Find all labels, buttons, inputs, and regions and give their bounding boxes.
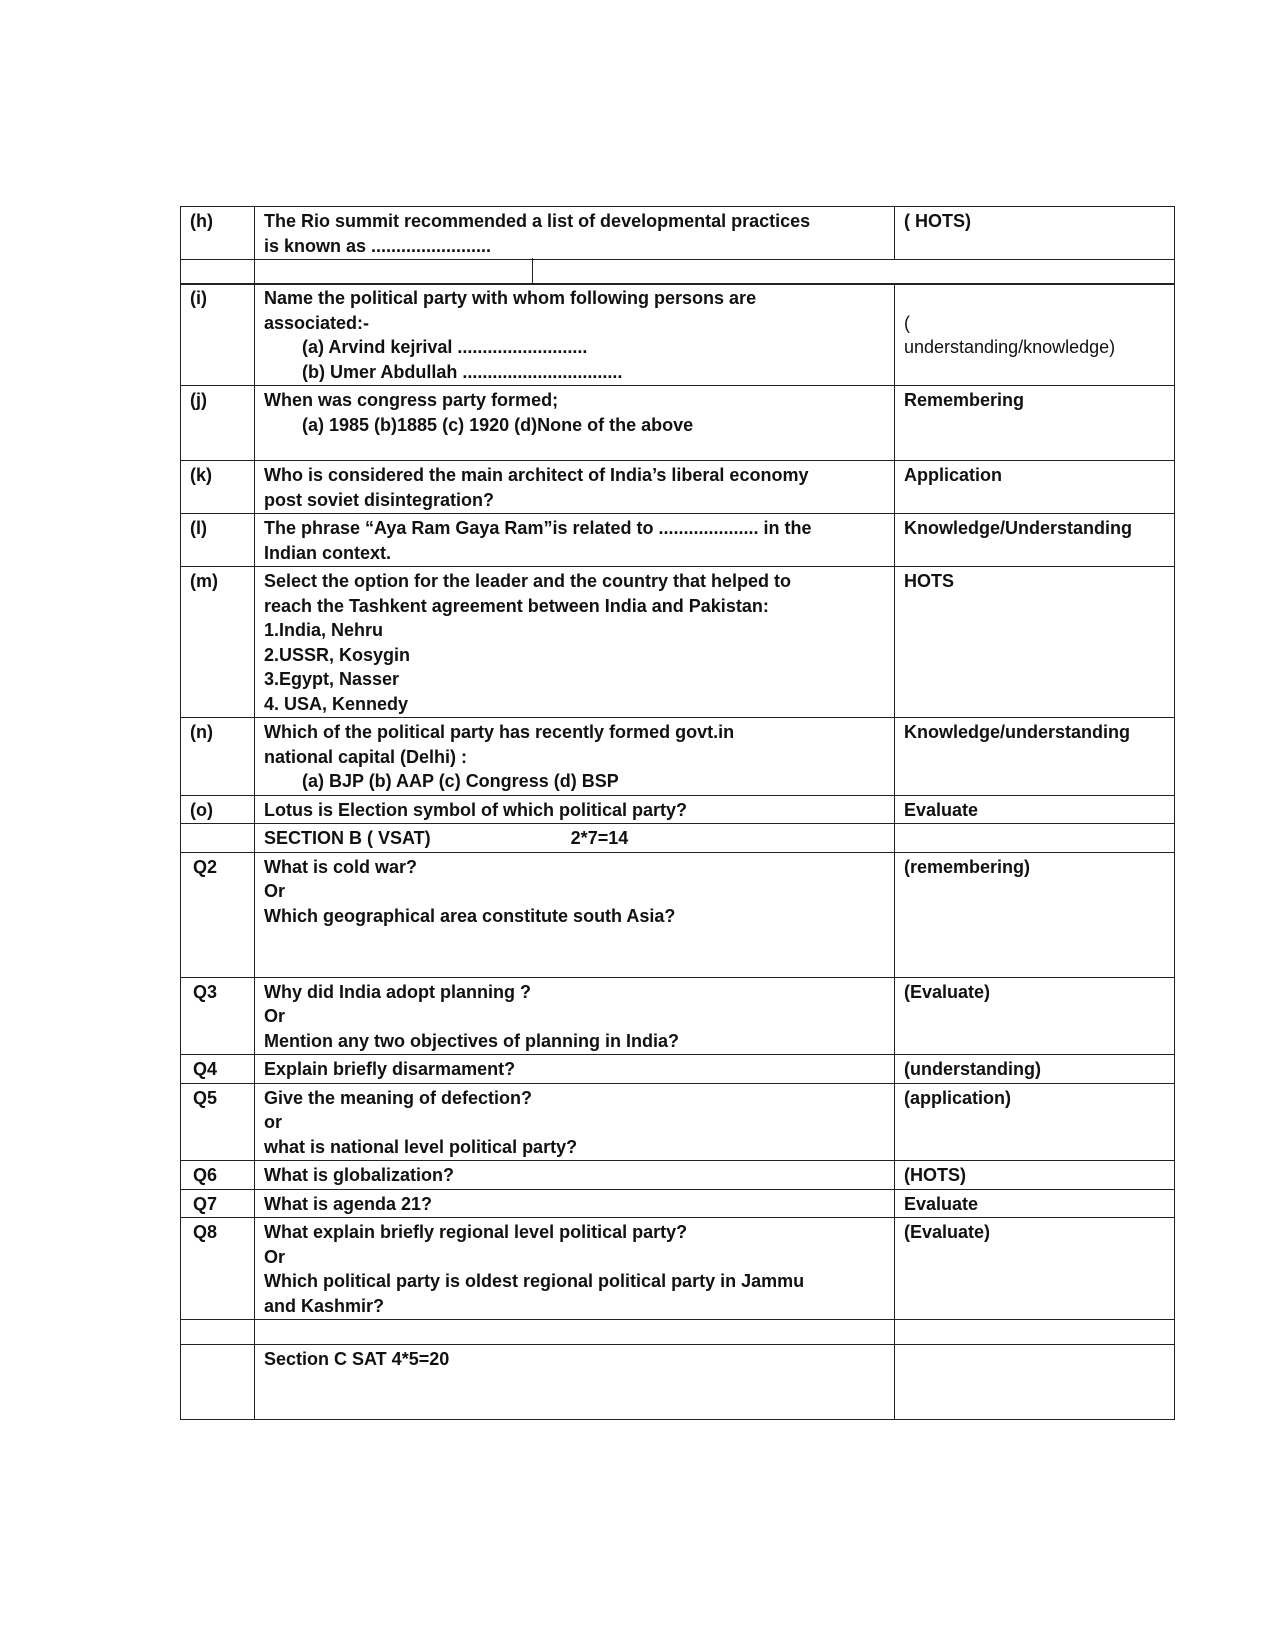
question-line: and Kashmir? bbox=[264, 1295, 385, 1316]
question-line: Name the political party with whom following persons are bbox=[264, 288, 757, 308]
skill-tag: (remembering) bbox=[895, 852, 1175, 977]
empty-cell bbox=[255, 1320, 895, 1345]
question-text bbox=[255, 1218, 895, 1320]
question-number: (o) bbox=[181, 795, 255, 824]
question-text bbox=[255, 207, 895, 260]
skill-tag: Evaluate bbox=[895, 1189, 1175, 1218]
question-option: 2.USSR, Kosygin bbox=[264, 644, 411, 665]
question-line: Indian context. bbox=[264, 542, 392, 563]
table-row-empty bbox=[181, 260, 1175, 285]
question-text: What is agenda 21? bbox=[255, 1189, 895, 1218]
cell-divider bbox=[532, 258, 533, 283]
skill-tag: (Evaluate) bbox=[895, 1218, 1175, 1320]
question-text bbox=[255, 718, 895, 796]
skill-tag: (HOTS) bbox=[895, 1161, 1175, 1190]
question-line: What explain briefly regional level political party? bbox=[264, 1222, 688, 1242]
table-row bbox=[181, 852, 1175, 977]
question-number: (n) bbox=[181, 718, 255, 796]
table-row bbox=[181, 1083, 1175, 1161]
skill-tag: HOTS bbox=[895, 567, 1175, 718]
question-line: is known as ........................ bbox=[264, 235, 492, 256]
question-option: 3.Egypt, Nasser bbox=[264, 669, 400, 689]
question-option: 1.India, Nehru bbox=[264, 620, 384, 640]
question-text bbox=[255, 514, 895, 567]
question-text bbox=[255, 852, 895, 977]
question-line: national capital (Delhi) : bbox=[264, 746, 468, 767]
section-c-heading: Section C SAT 4*5=20 bbox=[255, 1345, 895, 1420]
question-option: (a) 1985 (b)1885 (c) 1920 (d)None of the above bbox=[302, 414, 694, 435]
question-number: (h) bbox=[181, 207, 255, 260]
skill-tag: ( HOTS) bbox=[895, 207, 1175, 260]
question-line: Select the option for the leader and the country that helped to bbox=[264, 571, 792, 591]
empty-cell bbox=[181, 824, 255, 853]
skill-tag: (understanding) bbox=[895, 1055, 1175, 1084]
table-row bbox=[181, 718, 1175, 796]
question-line: Which geographical area constitute south Asia? bbox=[264, 905, 676, 926]
question-table-top bbox=[180, 206, 1175, 285]
table-row bbox=[181, 1161, 1175, 1190]
section-b-marks: 2*7=14 bbox=[570, 828, 629, 848]
question-text bbox=[255, 1083, 895, 1161]
question-number: (l) bbox=[181, 514, 255, 567]
section-heading-row bbox=[181, 1345, 1175, 1420]
question-option: (a) Arvind kejrival .......................... bbox=[302, 337, 588, 357]
question-line: Why did India adopt planning ? bbox=[264, 981, 531, 1002]
section-b-title: SECTION B ( VSAT) bbox=[264, 828, 431, 848]
skill-tag-line: ( bbox=[904, 312, 910, 333]
question-text: Explain briefly disarmament? bbox=[255, 1055, 895, 1084]
table-row bbox=[181, 207, 1175, 260]
table-row bbox=[181, 514, 1175, 567]
question-text bbox=[255, 461, 895, 514]
question-line: When was congress party formed; bbox=[264, 390, 559, 410]
section-b-heading bbox=[255, 824, 895, 853]
skill-tag-line: understanding/knowledge) bbox=[904, 337, 1116, 357]
question-number: (m) bbox=[181, 567, 255, 718]
question-number: Q6 bbox=[181, 1161, 255, 1190]
table-row bbox=[181, 461, 1175, 514]
question-line: Which of the political party has recently formed govt.in bbox=[264, 722, 735, 742]
question-line: what is national level political party? bbox=[264, 1136, 578, 1157]
question-line: Which political party is oldest regional political party in Jammu bbox=[264, 1271, 805, 1291]
table-row-empty bbox=[181, 1320, 1175, 1345]
question-line: post soviet disintegration? bbox=[264, 489, 495, 510]
skill-tag: Knowledge/understanding bbox=[895, 718, 1175, 796]
question-text: What is globalization? bbox=[255, 1161, 895, 1190]
empty-cell bbox=[181, 1345, 255, 1420]
table-row bbox=[181, 567, 1175, 718]
question-line: Or bbox=[264, 1246, 286, 1267]
section-heading-row bbox=[181, 824, 1175, 853]
skill-tag: Evaluate bbox=[895, 795, 1175, 824]
question-line: Who is considered the main architect of India’s liberal economy bbox=[264, 465, 809, 485]
question-line: Or bbox=[264, 881, 286, 901]
table-row bbox=[181, 386, 1175, 461]
question-number: Q8 bbox=[181, 1218, 255, 1320]
question-number: Q2 bbox=[181, 852, 255, 977]
question-line: Or bbox=[264, 1006, 286, 1026]
question-number: Q3 bbox=[181, 977, 255, 1055]
question-number: (j) bbox=[181, 386, 255, 461]
table-row bbox=[181, 1055, 1175, 1084]
question-number: (k) bbox=[181, 461, 255, 514]
question-text bbox=[255, 386, 895, 461]
question-option: (a) BJP (b) AAP (c) Congress (d) BSP bbox=[302, 771, 619, 791]
empty-cell bbox=[181, 1320, 255, 1345]
question-option: (b) Umer Abdullah ................................ bbox=[302, 361, 623, 382]
question-line: Give the meaning of defection? bbox=[264, 1087, 533, 1108]
question-line: reach the Tashkent agreement between India and Pakistan: bbox=[264, 595, 769, 616]
question-option: 4. USA, Kennedy bbox=[264, 693, 409, 714]
table-row bbox=[181, 1189, 1175, 1218]
table-row bbox=[181, 1218, 1175, 1320]
question-number: (i) bbox=[181, 284, 255, 386]
table-row bbox=[181, 977, 1175, 1055]
table-row bbox=[181, 284, 1175, 386]
empty-cell bbox=[255, 260, 1175, 285]
skill-tag: (Evaluate) bbox=[895, 977, 1175, 1055]
skill-tag: Knowledge/Understanding bbox=[895, 514, 1175, 567]
empty-cell bbox=[895, 1345, 1175, 1420]
question-line: The phrase “Aya Ram Gaya Ram”is related to .................... in the bbox=[264, 518, 812, 538]
table-row bbox=[181, 795, 1175, 824]
question-line: Mention any two objectives of planning in India? bbox=[264, 1030, 680, 1051]
skill-tag: Remembering bbox=[895, 386, 1175, 461]
question-line: The Rio summit recommended a list of developmental practices bbox=[264, 211, 811, 231]
empty-cell bbox=[895, 824, 1175, 853]
question-line: What is cold war? bbox=[264, 856, 418, 877]
empty-cell bbox=[181, 260, 255, 285]
question-text: Lotus is Election symbol of which political party? bbox=[255, 795, 895, 824]
question-number: Q5 bbox=[181, 1083, 255, 1161]
question-table-main bbox=[180, 283, 1175, 1420]
question-number: Q7 bbox=[181, 1189, 255, 1218]
skill-tag: (application) bbox=[895, 1083, 1175, 1161]
empty-cell bbox=[895, 1320, 1175, 1345]
question-text bbox=[255, 977, 895, 1055]
question-line: or bbox=[264, 1112, 282, 1132]
skill-tag bbox=[895, 284, 1175, 386]
question-line: associated:- bbox=[264, 312, 370, 333]
question-number: Q4 bbox=[181, 1055, 255, 1084]
question-text bbox=[255, 284, 895, 386]
question-text bbox=[255, 567, 895, 718]
skill-tag: Application bbox=[895, 461, 1175, 514]
